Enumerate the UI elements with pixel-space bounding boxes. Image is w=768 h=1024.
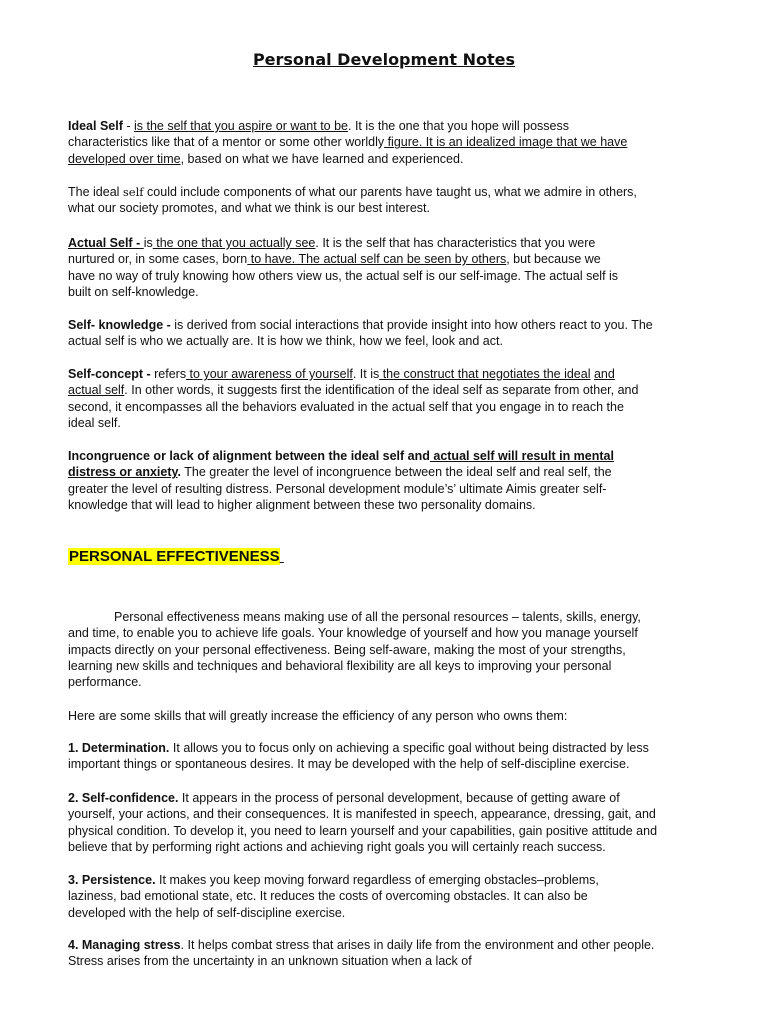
text-line bbox=[68, 872, 728, 888]
text-line bbox=[68, 200, 728, 216]
text-line bbox=[68, 658, 728, 674]
text-segment: built on self-knowledge. bbox=[68, 284, 199, 299]
text-line bbox=[68, 317, 728, 333]
text-segment: nurtured or, in some cases, born bbox=[68, 252, 248, 267]
text-line bbox=[68, 642, 728, 658]
self-knowledge-paragraph bbox=[68, 317, 728, 350]
text-segment: 3. Persistence. bbox=[68, 873, 156, 887]
text-segment: Actual Self - bbox=[68, 236, 144, 250]
text-segment: developed with the help of self-discipline exercise. bbox=[68, 905, 346, 920]
text-line bbox=[68, 740, 728, 756]
text-segment: physical condition. To develop it, you need to learn yourself and your capabilities, gain positive attitude and bbox=[68, 823, 658, 838]
text-segment: laziness, bad emotional state, etc. It reduces the costs of overcoming obstacles. It can also be bbox=[68, 889, 588, 904]
text-line bbox=[68, 366, 728, 382]
text-segment: The greater the level of incongruence between the ideal self and real self, the bbox=[181, 465, 612, 480]
text-segment: second, it encompasses all the behaviors evaluated in the actual self that you engage in to reach the bbox=[68, 399, 624, 414]
text-segment: figure. It is an idealized image that we have bbox=[384, 135, 628, 150]
text-line bbox=[68, 790, 728, 806]
text-segment: Here are some skills that will greatly increase the efficiency of any person who owns them: bbox=[68, 709, 568, 723]
text-segment: and time, to enable you to achieve life goals. Your knowledge of yourself and how you manage yourself bbox=[68, 626, 638, 641]
text-segment: Self-concept - bbox=[68, 367, 155, 381]
text-line bbox=[68, 674, 728, 690]
text-segment: Incongruence or lack of alignment between the ideal self and bbox=[68, 449, 430, 463]
text-segment: what our society promotes, and what we think is our best interest. bbox=[68, 201, 430, 216]
text-line bbox=[68, 806, 728, 822]
text-line bbox=[68, 625, 728, 641]
text-segment: . In other words, it suggests first the identification of the ideal self as separate from other, and bbox=[124, 383, 639, 398]
text-segment: It appears in the process of personal development, because of getting aware of bbox=[178, 791, 620, 805]
self-concept-paragraph bbox=[68, 366, 728, 431]
text-line bbox=[68, 382, 728, 398]
text-line bbox=[68, 497, 728, 513]
text-segment: - bbox=[122, 119, 134, 133]
text-segment: ideal self. bbox=[68, 415, 121, 430]
text-segment: . It is bbox=[352, 367, 380, 381]
text-segment: actual self will result in mental bbox=[429, 449, 614, 463]
text-segment: actual self bbox=[68, 383, 125, 398]
text-line bbox=[68, 953, 728, 969]
self-confidence-paragraph bbox=[68, 790, 728, 855]
skills-intro-paragraph bbox=[68, 708, 728, 724]
text-segment: the construct that negotiates the ideal bbox=[379, 367, 591, 381]
text-line bbox=[68, 839, 728, 855]
text-segment: . It is the self that has characteristics that you were bbox=[315, 236, 596, 250]
text-segment: Self- knowledge - bbox=[68, 318, 175, 332]
incongruence-paragraph bbox=[68, 448, 728, 513]
text-segment: Ideal Self bbox=[68, 119, 123, 133]
text-line bbox=[68, 284, 728, 300]
text-segment: to your awareness of yourself bbox=[186, 367, 353, 381]
text-segment: and bbox=[593, 367, 615, 381]
text-line bbox=[68, 708, 728, 724]
text-segment: knowledge that will lead to higher alignment between these two personality domains. bbox=[68, 497, 536, 512]
ideal-self-paragraph bbox=[68, 118, 728, 167]
text-segment: , but because we bbox=[506, 252, 601, 267]
managing-stress-paragraph bbox=[68, 937, 728, 970]
determination-paragraph bbox=[68, 740, 728, 773]
text-line bbox=[68, 481, 728, 497]
text-line bbox=[68, 888, 728, 904]
text-segment: yourself, your actions, and their consequences. It is manifested in speech, appearance, dressing, gait, and bbox=[68, 807, 656, 822]
text-segment: . It is the one that you hope will possess bbox=[348, 119, 569, 133]
text-line bbox=[68, 399, 728, 415]
text-segment: . It helps combat stress that arises in daily life from the environment and other people. bbox=[180, 938, 655, 952]
actual-self-paragraph bbox=[68, 235, 728, 300]
text-segment: 2. Self-confidence. bbox=[68, 791, 179, 805]
text-segment: is bbox=[143, 236, 153, 250]
text-segment: actual self is who we actually are. It is how we think, how we feel, look and act. bbox=[68, 334, 503, 349]
text-segment: 1. Determination. bbox=[68, 741, 170, 755]
effectiveness-intro-paragraph bbox=[68, 609, 728, 690]
text-segment: learning new skills and techniques and behavioral flexibility are all keys to improving your personal bbox=[68, 658, 612, 673]
section-heading bbox=[68, 548, 284, 565]
text-line bbox=[68, 937, 728, 953]
text-line bbox=[68, 823, 728, 839]
text-line bbox=[68, 235, 728, 251]
text-line bbox=[68, 251, 728, 267]
section-heading-text: PERSONAL EFFECTIVENESS bbox=[69, 548, 280, 565]
text-segment: impacts directly on your personal effectiveness. Being self-aware, making the most of your strengths, bbox=[68, 642, 626, 657]
text-segment: Personal effectiveness means making use of all the personal resources – talents, skills, energy, bbox=[114, 610, 641, 624]
text-segment: It allows you to focus only on achieving a specific goal without being distracted by less bbox=[169, 741, 649, 755]
text-line bbox=[68, 609, 728, 625]
text-segment: the one that you actually see bbox=[152, 236, 316, 250]
text-line bbox=[68, 134, 728, 150]
text-line bbox=[68, 151, 728, 167]
text-segment: The ideal bbox=[68, 185, 123, 199]
text-segment: self bbox=[122, 185, 144, 199]
persistence-paragraph bbox=[68, 872, 728, 921]
text-segment: have no way of truly knowing how others view us, the actual self is our self-image. The actual self is bbox=[68, 268, 619, 283]
text-line bbox=[68, 756, 728, 772]
text-segment: believe that by performing right actions and achieving right goals you will certainly reach success. bbox=[68, 839, 606, 854]
text-line bbox=[68, 184, 728, 200]
ideal-self-components-paragraph bbox=[68, 184, 728, 217]
text-segment: developed over time bbox=[68, 151, 181, 166]
text-line bbox=[68, 415, 728, 431]
text-segment: . bbox=[177, 465, 182, 480]
text-line bbox=[68, 448, 728, 464]
text-segment: is the self that you aspire or want to be bbox=[134, 119, 349, 133]
text-segment: characteristics like that of a mentor or some other worldly bbox=[68, 135, 385, 150]
text-segment: greater the level of resulting distress. Personal development module’s’ ultimate Aimis greater self- bbox=[68, 481, 607, 496]
text-line bbox=[68, 333, 728, 349]
text-segment: distress or anxiety bbox=[68, 465, 178, 480]
text-segment: is derived from social interactions that provide insight into how others react to you. The bbox=[174, 318, 653, 332]
text-segment: It makes you keep moving forward regardless of emerging obstacles–problems, bbox=[155, 873, 599, 887]
text-segment: important things or spontaneous desires. It may be developed with the help of self-discipline exercise. bbox=[68, 757, 630, 772]
text-segment: Stress arises from the uncertainty in an unknown situation when a lack of bbox=[68, 954, 472, 969]
text-line bbox=[68, 118, 728, 134]
text-line bbox=[68, 905, 728, 921]
text-segment: performance. bbox=[68, 675, 142, 690]
text-segment: to have. The actual self can be seen by others bbox=[247, 252, 507, 267]
text-segment: refers bbox=[154, 367, 187, 381]
text-line bbox=[68, 268, 728, 284]
text-segment: , based on what we have learned and experienced. bbox=[180, 151, 464, 166]
text-line bbox=[68, 464, 728, 480]
text-segment: could include components of what our parents have taught us, what we admire in others, bbox=[143, 185, 637, 199]
text-segment: 4. Managing stress bbox=[68, 938, 181, 952]
document-title: Personal Development Notes bbox=[252, 50, 516, 69]
